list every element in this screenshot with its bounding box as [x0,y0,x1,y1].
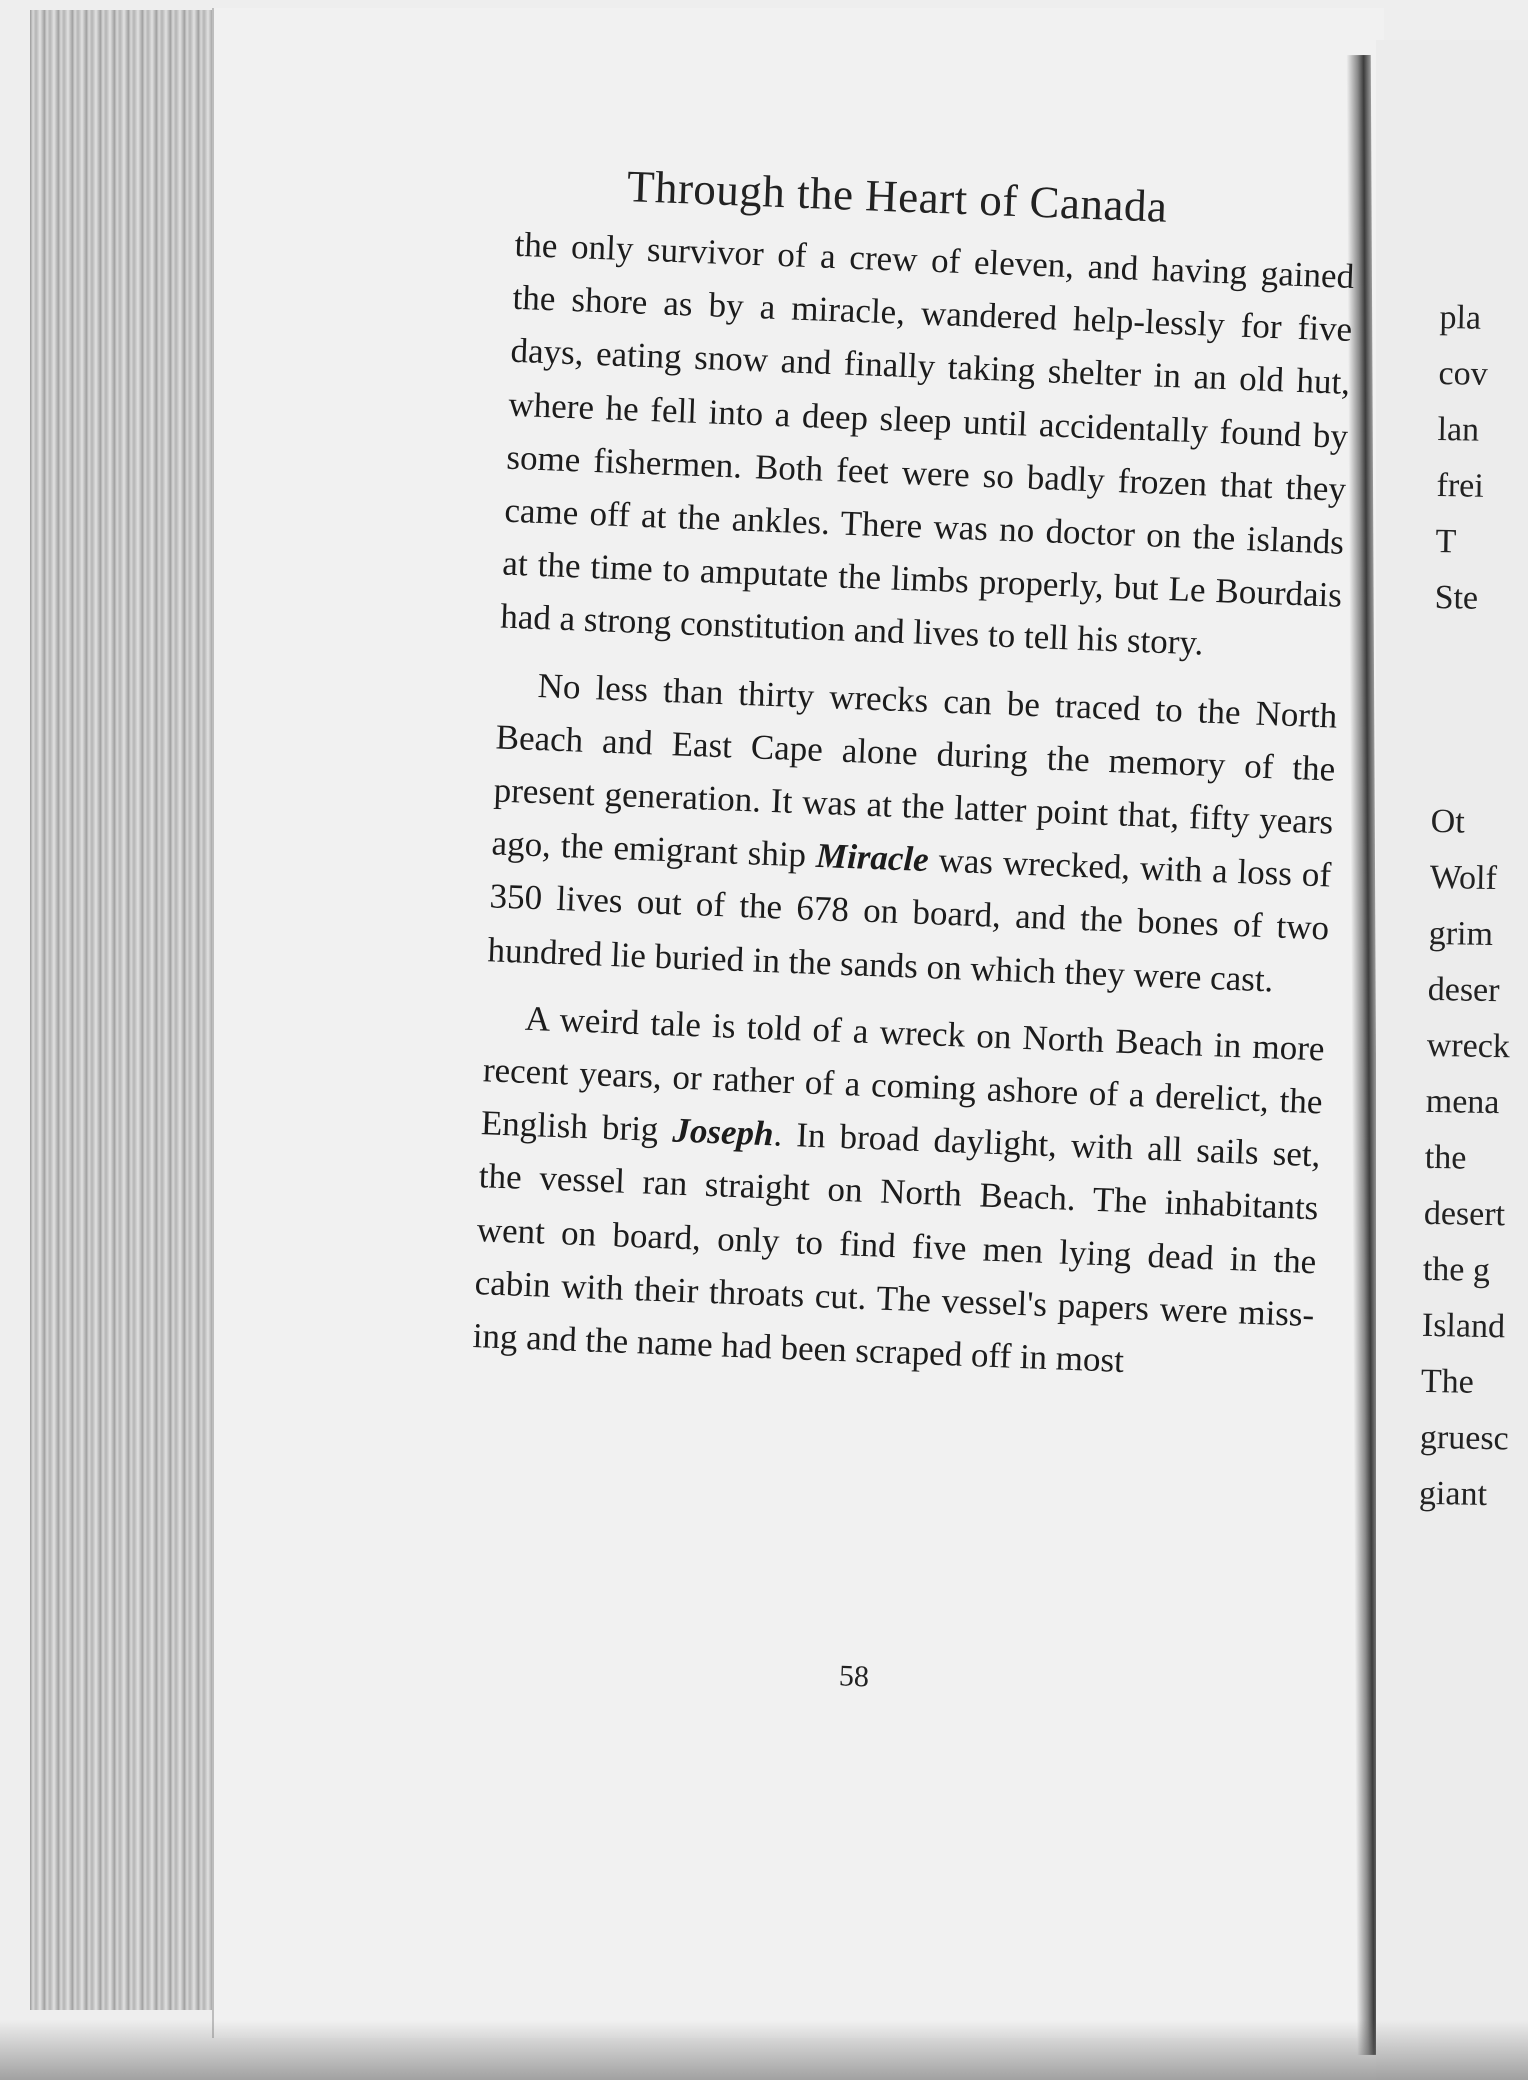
facing-gap [1431,626,1528,796]
facing-line: Island [1421,1306,1506,1346]
facing-line: frei [1436,466,1485,505]
facing-line: The [1420,1362,1475,1401]
facing-line: T [1435,522,1457,561]
facing-line: wreck [1426,1026,1511,1066]
facing-line: Wolf [1429,858,1498,898]
ship-name: Miracle [815,836,930,880]
bottom-shadow [0,2020,1528,2080]
paragraph: A weird tale is told of a wreck on North Beach in more recent years, or rather of a coming ashore of a derelict, the English brig Joseph. In broad daylight, with all sails set, the vessel ran straight on North Beach. The inhabitants went on board, only to find five men lying dead in the cabin with their throats cut. The vessel's papers were miss-ing and the name had been scraped off in most [472,998,1326,1381]
paragraph: No less than thirty wrecks can be traced to the North Beach and East Cape alone during the memory of the present generation. It was at the latter point that, fifty years ago, the emigrant ship Miracle was wrecked, with a loss of 350 lives out of the 678 on board, and the bones of two hundred lie buried in the sands on which they were cast. [486,665,1339,1000]
page-edges [30,10,230,2010]
facing-line: mena [1425,1082,1500,1122]
facing-line: the g [1422,1250,1491,1290]
facing-line: desert [1423,1194,1506,1234]
facing-line: Ste [1434,578,1479,617]
body-text [472,218,1355,1395]
facing-line: pla [1439,298,1482,337]
ship-name: Joseph [671,1110,775,1154]
facing-line: the [1424,1138,1467,1177]
facing-line: lan [1437,410,1480,449]
facing-line: giant [1418,1474,1488,1514]
facing-line: gruesc [1419,1418,1510,1458]
facing-line: Ot [1430,802,1466,841]
facing-line: grim [1428,914,1494,954]
page-number: 58 [838,1659,870,1694]
facing-line: deser [1427,970,1500,1010]
facing-line: cov [1438,354,1488,393]
running-header: Through the Heart of Canada [626,161,1169,232]
paragraph: the only survivor of a crew of eleven, and having gained the shore as by a miracle, wandered help-lessly for five days, eating snow and finally taking shelter in an old hut, where he fell into a deep sleep until accidentally found by some fishermen. Both feet were so badly frozen that they came off at the ankles. There was no doctor on the islands at the time to amputate the limbs properly, but Le Bourdais had a strong constitution and lives to tell his story. [499,224,1355,663]
